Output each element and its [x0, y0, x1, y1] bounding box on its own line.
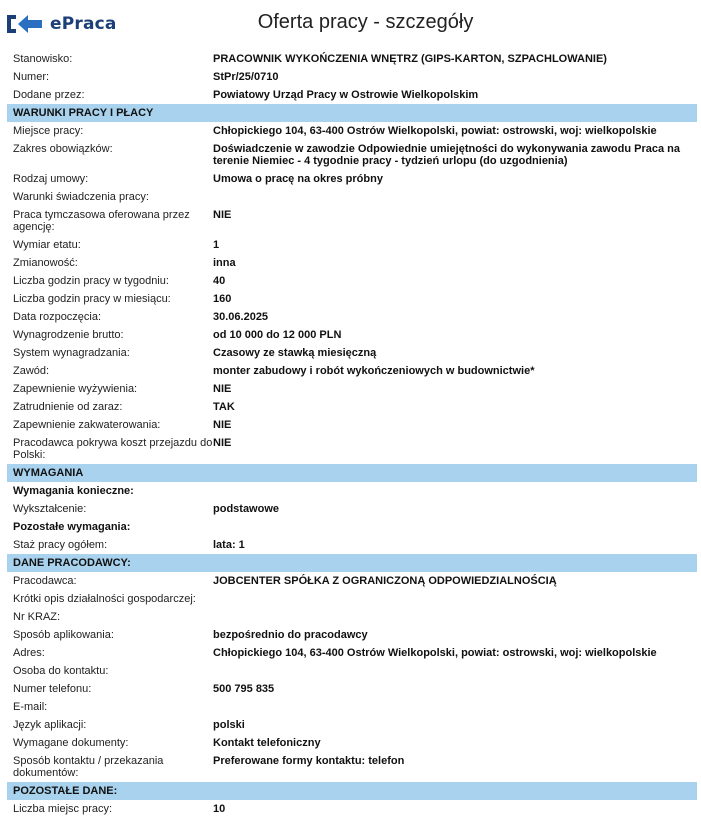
field-value: Chłopickiego 104, 63-400 Ostrów Wielkopolski, powiat: ostrowski, woj: wielkopolskie [213, 647, 657, 659]
field-value: Doświadczenie w zawodzie Odpowiednie umiejętności do wykonywania zawodu Praca na terenie Niemiec - 4 tygodnie pracy - tydzień urlopu (do uzgodnienia) [213, 143, 680, 167]
field-value: NIE [213, 419, 232, 431]
field-row [7, 122, 697, 140]
field-label: Liczba godzin pracy w tygodniu: [13, 275, 169, 287]
field-value: Preferowane formy kontaktu: telefon [213, 755, 405, 767]
field-value: Umowa o pracę na okres próbny [213, 173, 383, 185]
field-value: bezpośrednio do pracodawcy [213, 629, 368, 641]
field-value: inna [213, 257, 236, 269]
field-label: Osoba do kontaktu: [13, 665, 109, 677]
field-value: podstawowe [213, 503, 280, 515]
page-title: Oferta pracy - szczegóły [257, 11, 474, 33]
field-row [7, 434, 697, 464]
field-label: Zakres obowiązków: [13, 143, 113, 155]
field-row [7, 308, 697, 326]
field-label: Sposób aplikowania: [13, 629, 114, 641]
field-label: Praca tymczasowa oferowana przez agencję: [13, 209, 190, 233]
field-value: Kontakt telefoniczny [213, 737, 321, 749]
section-pozostale [7, 800, 697, 818]
field-row [7, 50, 697, 68]
field-value: StPr/25/0710 [213, 71, 279, 83]
field-label: Wymiar etatu: [13, 239, 81, 251]
field-label: Stanowisko: [13, 53, 73, 65]
field-value: 30.06.2025 [213, 311, 269, 323]
field-value: 500 795 835 [213, 683, 275, 695]
field-row [7, 590, 697, 608]
field-label: Krótki opis działalności gospodarczej: [13, 593, 196, 605]
field-row [7, 380, 697, 398]
offer-details [7, 50, 697, 818]
section-warunki [7, 122, 697, 464]
field-row [7, 572, 697, 590]
section-header-pozostale: POZOSTAŁE DANE: [7, 782, 697, 800]
field-value: od 10 000 do 12 000 PLN [213, 329, 342, 341]
field-label: Numer telefonu: [13, 683, 92, 695]
field-row [7, 140, 697, 170]
field-value: NIE [213, 383, 232, 395]
field-label: Zawód: [13, 365, 50, 377]
field-row [7, 536, 697, 554]
section-header-wymagania: WYMAGANIA [7, 464, 697, 482]
field-label: Liczba miejsc pracy: [13, 803, 113, 815]
field-row [7, 416, 697, 434]
field-value: TAK [213, 401, 235, 413]
field-value: PRACOWNIK WYKOŃCZENIA WNĘTRZ (GIPS-KARTON, SZPACHLOWANIE) [213, 53, 607, 65]
field-value: 10 [213, 803, 226, 815]
field-label: E-mail: [13, 701, 48, 713]
field-row [7, 500, 697, 518]
field-label: Wykształcenie: [13, 503, 87, 515]
field-label: Zapewnienie wyżywienia: [13, 383, 138, 395]
field-row [7, 206, 697, 236]
field-row [7, 86, 697, 104]
field-row [7, 236, 697, 254]
field-row [7, 398, 697, 416]
section-wymagania [7, 482, 697, 554]
field-value: JOBCENTER SPÓŁKA Z OGRANICZONĄ ODPOWIEDZIALNOŚCIĄ [213, 575, 557, 587]
top-fields [7, 50, 697, 104]
field-value: polski [213, 719, 245, 731]
field-row [7, 734, 697, 752]
field-row [7, 272, 697, 290]
field-value: NIE [213, 437, 232, 449]
field-value: 160 [213, 293, 232, 305]
field-row [7, 680, 697, 698]
field-label: Staż pracy ogółem: [13, 539, 108, 551]
field-row [7, 716, 697, 734]
field-row [7, 68, 697, 86]
field-label: Język aplikacji: [13, 719, 87, 731]
field-label: Pracodawca: [13, 575, 77, 587]
field-label: Zapewnienie zakwaterowania: [13, 419, 161, 431]
logo-text: ePraca [50, 14, 117, 34]
field-row [7, 698, 697, 716]
field-row [7, 800, 697, 818]
field-label: Dodane przez: [13, 89, 85, 101]
subheading-pozostale-wymagania: Pozostałe wymagania: [13, 521, 131, 533]
field-label: Sposób kontaktu / przekazania dokumentów: [13, 755, 164, 779]
field-value: Chłopickiego 104, 63-400 Ostrów Wielkopolski, powiat: ostrowski, woj: wielkopolskie [213, 125, 657, 137]
field-label: Numer: [13, 71, 50, 83]
field-value: Czasowy ze stawką miesięczną [213, 347, 377, 359]
field-value: monter zabudowy i robót wykończeniowych w budownictwie* [213, 365, 535, 377]
field-row [7, 188, 697, 206]
field-row [7, 626, 697, 644]
subheading-wymagania-konieczne: Wymagania konieczne: [13, 485, 134, 497]
field-row [7, 344, 697, 362]
field-label: System wynagradzania: [13, 347, 130, 359]
field-label: Liczba godzin pracy w miesiącu: [13, 293, 171, 305]
field-row [7, 170, 697, 188]
field-label: Wynagrodzenie brutto: [13, 329, 124, 341]
field-row [7, 608, 697, 626]
field-label: Wymagane dokumenty: [13, 737, 129, 749]
field-row [7, 752, 697, 782]
field-value: lata: 1 [213, 539, 245, 551]
field-row [7, 362, 697, 380]
field-row [7, 662, 697, 680]
field-row [7, 254, 697, 272]
page-header [0, 0, 701, 46]
field-value: NIE [213, 209, 232, 221]
field-label: Zmianowość: [13, 257, 78, 269]
field-label: Zatrudnienie od zaraz: [13, 401, 123, 413]
field-label: Pracodawca pokrywa koszt przejazdu do Polski: [13, 437, 213, 461]
section-header-warunki: WARUNKI PRACY I PŁACY [7, 104, 697, 122]
field-label: Data rozpoczęcia: [13, 311, 102, 323]
field-value: Powiatowy Urząd Pracy w Ostrowie Wielkopolskim [213, 89, 479, 101]
field-value: 1 [213, 239, 220, 251]
section-header-pracodawca: DANE PRACODAWCY: [7, 554, 697, 572]
field-label: Rodzaj umowy: [13, 173, 89, 185]
field-label: Warunki świadczenia pracy: [13, 191, 149, 203]
field-row [7, 326, 697, 344]
section-pracodawca [7, 572, 697, 782]
field-label: Nr KRAZ: [13, 611, 61, 623]
field-row [7, 290, 697, 308]
field-label: Adres: [13, 647, 45, 659]
field-label: Miejsce pracy: [13, 125, 84, 137]
field-row [7, 644, 697, 662]
field-value: 40 [213, 275, 226, 287]
